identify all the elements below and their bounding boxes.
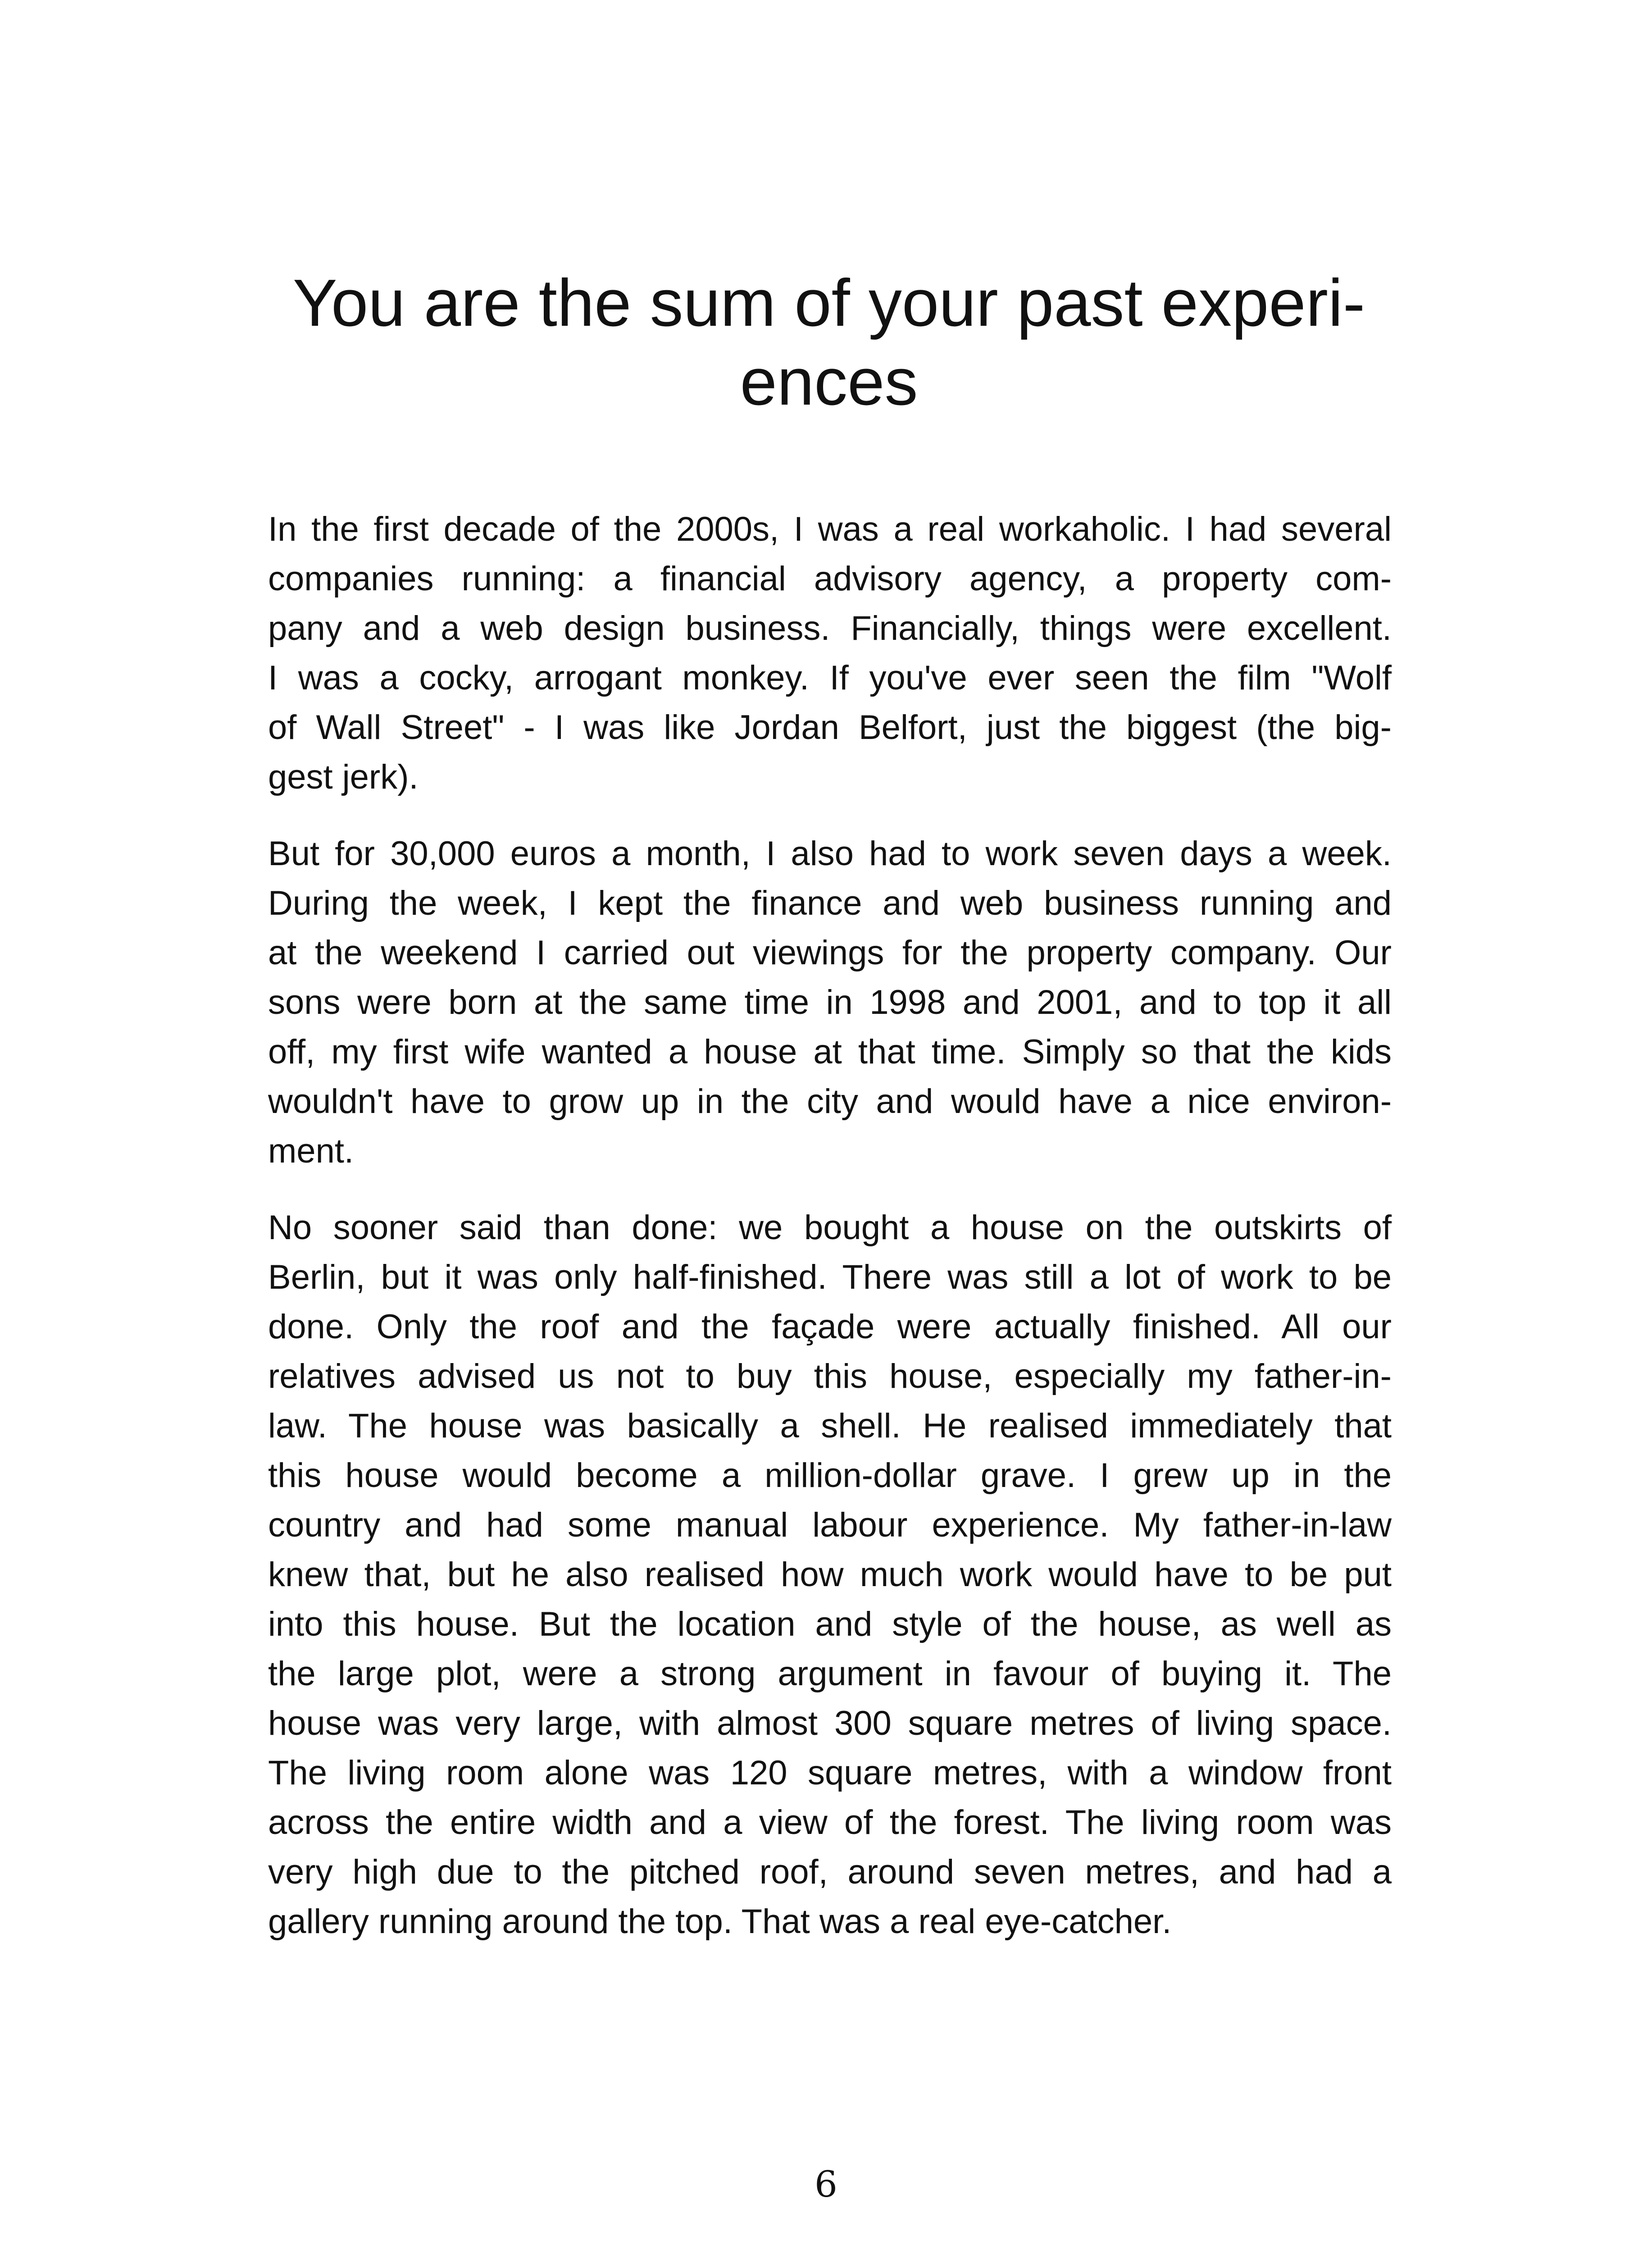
text-line: companies running: a financial advisory agency, a property com- [268,560,1392,598]
text-line: wouldn't have to grow up in the city and would have a nice environ- [268,1082,1392,1121]
text-line: In the first decade of the 2000s, I was a real workaholic. I had several [268,510,1392,548]
text-line: The living room alone was 120 square metres, with a window front [268,1754,1392,1792]
text-line: house was very large, with almost 300 square metres of living space. [268,1704,1392,1742]
text-line: During the week, I kept the finance and web business running and [268,884,1392,922]
text-line: law. The house was basically a shell. He realised immediately that [268,1407,1392,1445]
text-line: done. Only the roof and the façade were actually finished. All our [268,1308,1392,1346]
paragraph-2 [268,829,1392,1176]
chapter-title-line: You are the sum of your past experi- [292,266,1365,340]
text-line: country and had some manual labour experience. My father-in-law [268,1506,1392,1544]
text-line: knew that, but he also realised how much work would have to be put [268,1555,1392,1594]
text-line: Berlin, but it was only half-finished. There was still a lot of work to be [268,1258,1392,1296]
body-text [268,505,1392,1974]
text-line: But for 30,000 euros a month, I also had to work seven days a week. [268,835,1392,873]
text-line: this house would become a million-dollar grave. I grew up in the [268,1456,1392,1495]
text-line: gallery running around the top. That was a real eye-catcher. [268,1902,1172,1941]
text-line: gest jerk). [268,758,419,796]
text-line: relatives advised us not to buy this house, especially my father-in- [268,1357,1392,1396]
chapter-title [266,264,1392,421]
text-line: across the entire width and a view of the forest. The living room was [268,1803,1392,1842]
text-line: sons were born at the same time in 1998 and 2001, and to top it all [268,983,1392,1022]
text-line: into this house. But the location and style of the house, as well as [268,1605,1392,1643]
text-line: very high due to the pitched roof, around seven metres, and had a [268,1853,1392,1891]
text-line: of Wall Street" - I was like Jordan Belfort, just the biggest (the big- [268,708,1392,747]
text-line: I was a cocky, arrogant monkey. If you've ever seen the film "Wolf [268,659,1392,697]
text-line: at the weekend I carried out viewings for the property company. Our [268,934,1392,972]
text-line: No sooner said than done: we bought a house on the outskirts of [268,1209,1392,1247]
page-number: 6 [815,2163,837,2205]
text-line: off, my first wife wanted a house at that time. Simply so that the kids [268,1033,1392,1071]
text-line: the large plot, were a strong argument in favour of buying it. The [268,1655,1392,1693]
text-line: pany and a web design business. Financially, things were excellent. [268,609,1392,648]
paragraph-1 [268,505,1392,802]
chapter-title-line: ences [740,345,918,419]
paragraph-3 [268,1203,1392,1947]
text-line: ment. [268,1132,354,1170]
